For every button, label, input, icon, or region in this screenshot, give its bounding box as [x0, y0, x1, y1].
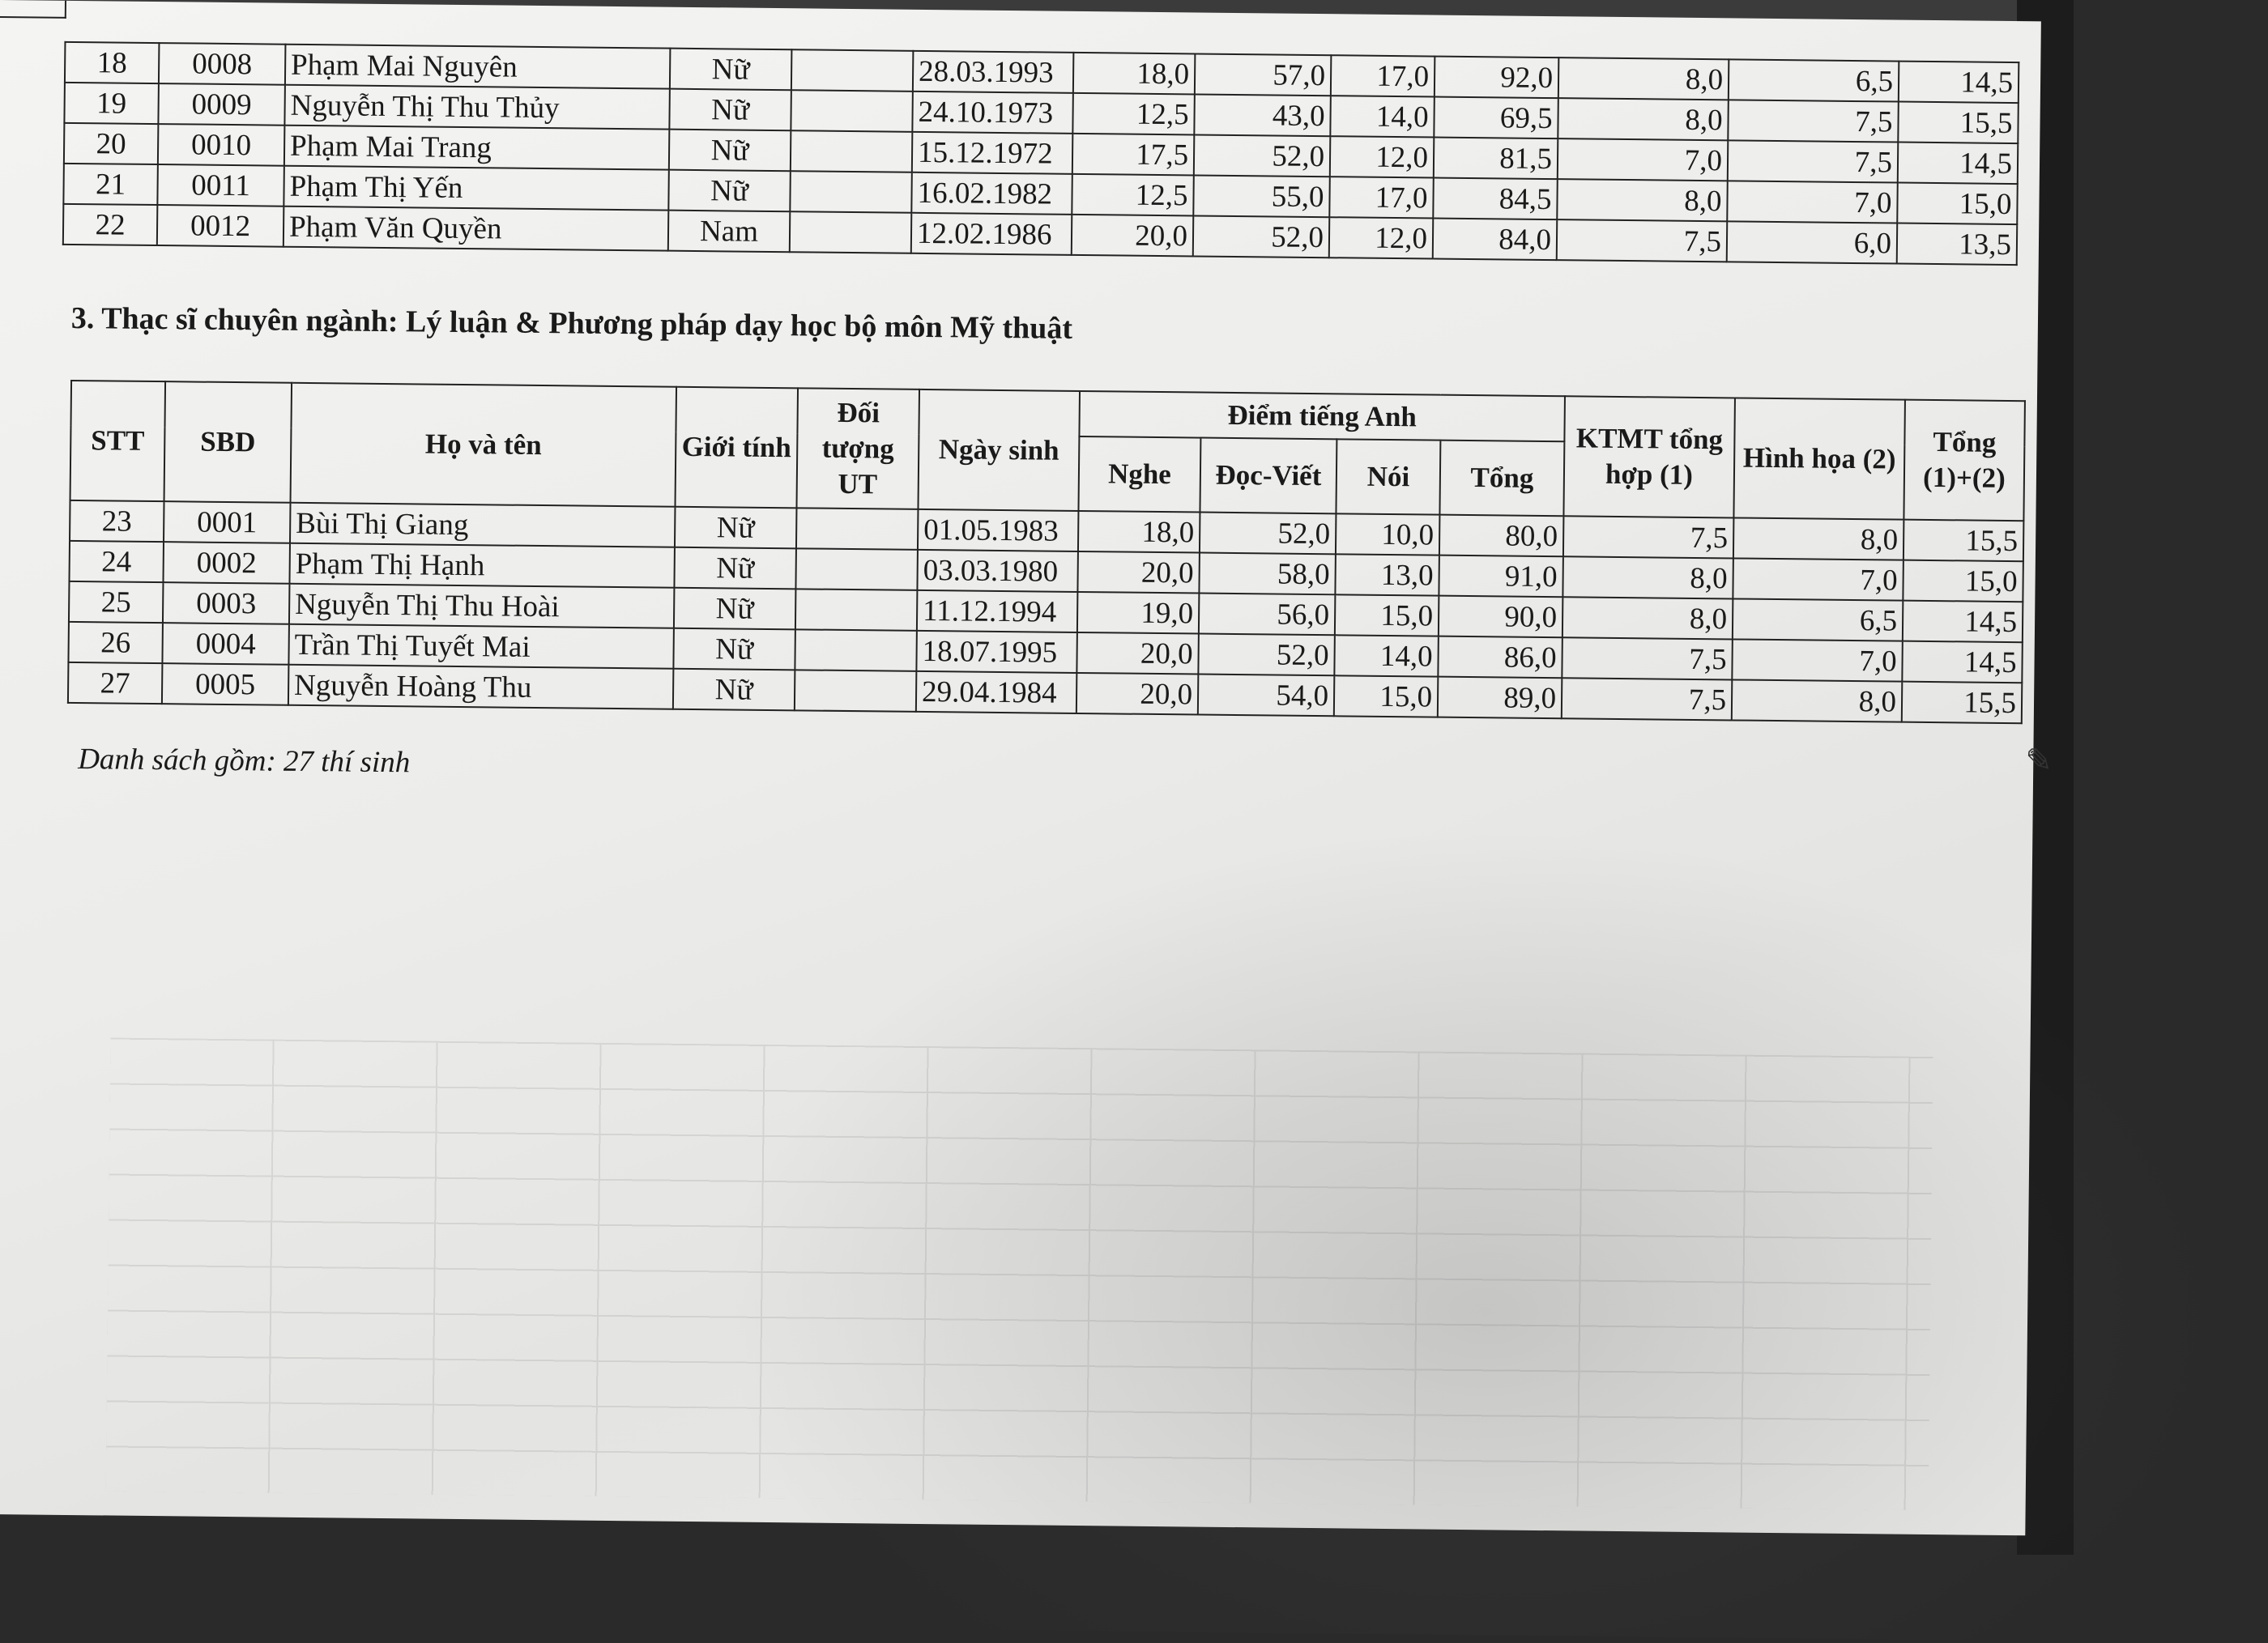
cell-gender: Nữ [675, 507, 797, 549]
cell-tong: 69,5 [1434, 97, 1558, 139]
cell-name: Nguyễn Thị Thu Hoài [289, 584, 674, 628]
cell-tong-12: 14,5 [1899, 62, 2019, 104]
cell-stt: 24 [69, 541, 164, 582]
cell-gender: Nam [668, 211, 791, 253]
header-hinh-hoa: Hình họa (2) [1733, 398, 1905, 519]
pen-mark: ✎ [2025, 742, 2053, 780]
cell-noi: 14,0 [1330, 96, 1435, 137]
cell-ut [795, 670, 917, 712]
cell-ktmt: 8,0 [1558, 98, 1729, 140]
candidate-count-note: Danh sách gồm: 27 thí sinh [77, 743, 411, 780]
cell-noi: 15,0 [1335, 594, 1439, 636]
cell-ut [790, 211, 912, 253]
results-table-section3 [67, 380, 2026, 724]
cell-sbd: 0012 [157, 205, 284, 247]
cell-dob: 18.07.1995 [916, 631, 1077, 673]
results-table-continued [62, 41, 2020, 266]
header-total-12: Tổng (1)+(2) [1904, 400, 2025, 521]
cell-tong-12: 15,5 [1898, 102, 2019, 144]
cell-nghe: 20,0 [1072, 215, 1194, 257]
cell-hinh-hoa: 7,0 [1733, 558, 1904, 600]
cell-nghe: 17,5 [1072, 134, 1195, 176]
cell-noi: 12,0 [1329, 217, 1434, 258]
cell-tong-12: 14,5 [1898, 143, 2019, 185]
cell-tong: 81,5 [1434, 138, 1558, 180]
cell-doc-viet: 55,0 [1193, 175, 1330, 217]
cell-tong: 90,0 [1439, 596, 1563, 638]
cell-hinh-hoa: 8,0 [1732, 679, 1903, 721]
cell-dob: 01.05.1983 [918, 509, 1079, 551]
cell-hinh-hoa: 7,5 [1728, 100, 1899, 142]
cell-tong-12: 15,0 [1897, 183, 2018, 225]
cell-hinh-hoa: 7,0 [1732, 639, 1903, 681]
bleed-through-grid [106, 1038, 1933, 1511]
cell-doc-viet: 52,0 [1194, 134, 1331, 177]
cell-nghe: 12,5 [1072, 174, 1194, 216]
cell-name: Phạm Mai Nguyên [285, 45, 670, 89]
cell-dob: 11.12.1994 [917, 590, 1078, 632]
cell-name: Nguyễn Thị Thu Thủy [284, 85, 669, 130]
cell-doc-viet: 52,0 [1193, 215, 1330, 258]
cell-sbd: 0010 [158, 124, 285, 166]
header-ktmt: KTMT tổng hợp (1) [1563, 396, 1735, 517]
cell-stt: 18 [65, 42, 160, 83]
cell-dob: 28.03.1993 [913, 51, 1074, 93]
cell-dob: 29.04.1984 [916, 671, 1077, 713]
cell-gender: Nữ [668, 170, 791, 212]
cell-sbd: 0004 [162, 623, 289, 665]
cell-ut [791, 49, 914, 92]
cell-doc-viet: 52,0 [1198, 634, 1335, 676]
cell-ktmt: 8,0 [1557, 179, 1728, 221]
cell-ktmt: 7,5 [1563, 516, 1734, 558]
cell-tong-12: 14,5 [1902, 641, 2023, 683]
cell-ut [795, 629, 917, 671]
header-nghe: Nghe [1078, 436, 1200, 513]
cell-doc-viet: 58,0 [1199, 553, 1336, 595]
cell-tong: 89,0 [1438, 677, 1562, 719]
cell-sbd: 0003 [163, 582, 290, 624]
cell-nghe: 20,0 [1077, 551, 1200, 594]
cell-noi: 15,0 [1334, 675, 1439, 717]
cell-name: Phạm Thị Yến [284, 166, 668, 211]
cell-ktmt: 7,5 [1562, 637, 1733, 679]
cell-nghe: 18,0 [1078, 511, 1200, 553]
cell-hinh-hoa: 7,5 [1728, 140, 1899, 182]
cell-tong-12: 13,5 [1897, 223, 2018, 266]
cell-doc-viet: 54,0 [1198, 675, 1335, 717]
cell-sbd: 0002 [163, 542, 290, 584]
cell-noi: 12,0 [1330, 136, 1435, 177]
cell-name: Phạm Mai Trang [284, 126, 669, 170]
cell-ktmt: 7,5 [1562, 678, 1733, 720]
cell-nghe: 20,0 [1076, 632, 1199, 675]
cell-tong: 86,0 [1438, 636, 1562, 679]
cell-hinh-hoa: 8,0 [1733, 517, 1904, 560]
header-doc-viet: Đọc-Viết [1200, 438, 1336, 514]
cell-noi: 17,0 [1331, 55, 1435, 96]
header-stt: STT [70, 381, 166, 501]
cell-hinh-hoa: 6,0 [1727, 221, 1898, 263]
cell-doc-viet: 43,0 [1194, 94, 1331, 136]
cell-ut [791, 130, 913, 172]
cell-gender: Nữ [670, 49, 792, 91]
cell-tong-12: 15,5 [1904, 520, 2024, 562]
cell-gender: Nữ [674, 547, 796, 590]
cell-tong-12: 15,0 [1903, 560, 2023, 602]
cell-doc-viet: 56,0 [1199, 594, 1336, 636]
header-english: Điểm tiếng Anh [1079, 391, 1565, 441]
cell-noi: 10,0 [1336, 513, 1440, 555]
cell-stt: 20 [64, 123, 159, 164]
cell-tong: 84,5 [1433, 178, 1558, 220]
cell-ut [795, 589, 918, 631]
header-tong: Tổng [1439, 441, 1564, 517]
cell-sbd: 0005 [162, 663, 289, 705]
header-sbd: SBD [164, 381, 292, 503]
cell-noi: 17,0 [1329, 177, 1434, 218]
cell-ktmt: 8,0 [1558, 57, 1729, 100]
cell-noi: 13,0 [1335, 554, 1439, 595]
cell-sbd: 0001 [164, 501, 291, 543]
section-heading: 3. Thạc sĩ chuyên ngành: Lý luận & Phương pháp dạy học bộ môn Mỹ thuật [70, 300, 1073, 346]
cell-dob: 16.02.1982 [911, 172, 1072, 215]
cell-ut [791, 90, 913, 132]
cell-gender: Nữ [674, 588, 796, 630]
cell-nghe: 19,0 [1077, 592, 1200, 634]
cell-doc-viet: 52,0 [1200, 513, 1336, 555]
cell-stt: 19 [64, 83, 159, 124]
cell-tong-12: 14,5 [1903, 601, 2023, 643]
header-gender: Giới tính [675, 387, 798, 509]
cell-stt: 27 [68, 662, 163, 704]
cell-name: Bùi Thị Giang [290, 503, 675, 547]
cell-tong: 84,0 [1433, 219, 1558, 261]
corner-mark [0, 0, 66, 19]
header-name: Họ và tên [291, 383, 677, 507]
cell-tong: 80,0 [1439, 515, 1564, 557]
cell-stt: 22 [63, 204, 158, 245]
cell-stt: 23 [70, 500, 164, 542]
cell-nghe: 20,0 [1076, 673, 1199, 715]
header-dob: Ngày sinh [918, 389, 1080, 511]
cell-ktmt: 8,0 [1562, 597, 1733, 639]
cell-ut [795, 548, 918, 590]
cell-name: Nguyễn Hoàng Thu [288, 665, 673, 709]
cell-dob: 15.12.1972 [912, 132, 1073, 174]
cell-gender: Nữ [673, 669, 795, 711]
cell-sbd: 0011 [157, 164, 284, 206]
cell-gender: Nữ [673, 628, 795, 670]
cell-sbd: 0009 [158, 83, 285, 126]
cell-tong-12: 15,5 [1902, 682, 2023, 724]
cell-ktmt: 8,0 [1562, 556, 1733, 598]
cell-hinh-hoa: 6,5 [1733, 598, 1904, 641]
cell-nghe: 18,0 [1073, 53, 1196, 95]
cell-tong: 92,0 [1435, 57, 1559, 99]
cell-doc-viet: 57,0 [1195, 53, 1332, 96]
header-priority: Đối tượng UT [796, 388, 919, 509]
cell-gender: Nữ [669, 130, 791, 172]
cell-dob: 24.10.1973 [912, 92, 1073, 134]
cell-ktmt: 7,0 [1558, 138, 1729, 181]
cell-stt: 25 [69, 581, 164, 623]
cell-dob: 03.03.1980 [917, 550, 1078, 592]
cell-gender: Nữ [669, 89, 791, 131]
cell-tong: 91,0 [1439, 555, 1563, 598]
cell-name: Trần Thị Tuyết Mai [288, 624, 673, 669]
cell-hinh-hoa: 6,5 [1729, 59, 1899, 101]
cell-name: Phạm Văn Quyền [284, 206, 668, 251]
header-row-1 [70, 381, 2024, 446]
cell-stt: 21 [63, 164, 158, 205]
cell-noi: 14,0 [1334, 635, 1439, 676]
cell-nghe: 12,5 [1072, 93, 1195, 135]
cell-ut [796, 508, 919, 550]
header-noi: Nói [1336, 439, 1440, 514]
cell-dob: 12.02.1986 [911, 213, 1072, 255]
cell-hinh-hoa: 7,0 [1727, 181, 1898, 223]
cell-stt: 26 [68, 622, 163, 663]
cell-name: Phạm Thị Hạnh [289, 543, 674, 588]
cell-sbd: 0008 [159, 43, 286, 85]
cell-ut [790, 171, 912, 213]
cell-ktmt: 7,5 [1557, 219, 1728, 262]
